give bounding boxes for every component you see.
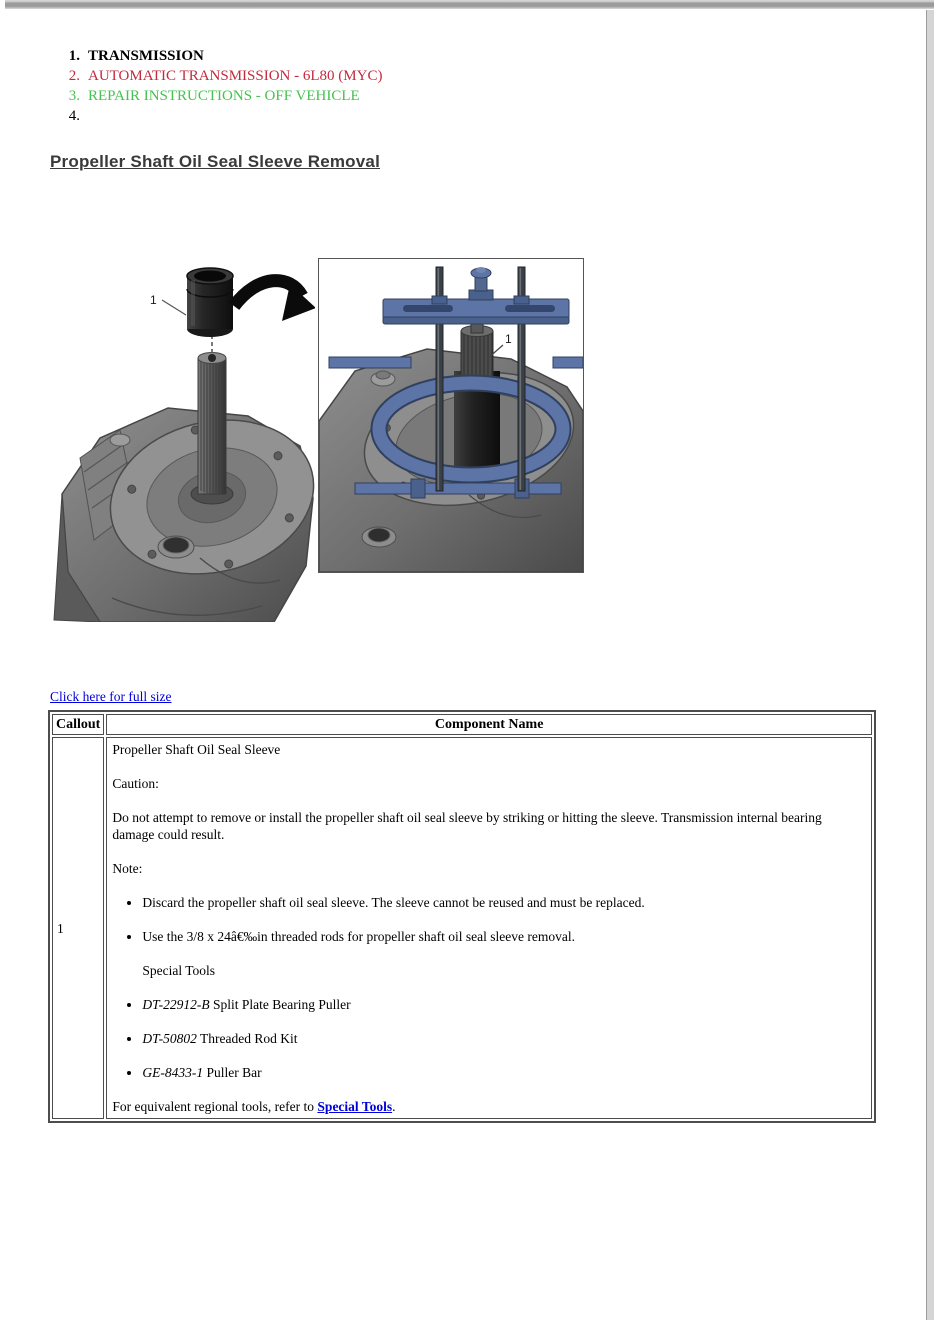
figure-sleeve-removal-image[interactable] xyxy=(50,258,315,622)
puller-tool-illustration xyxy=(319,259,583,572)
special-tools-link[interactable]: Special Tools xyxy=(317,1099,393,1114)
component-name: Propeller Shaft Oil Seal Sleeve xyxy=(112,742,281,757)
breadcrumb-item-transmission xyxy=(64,46,382,66)
table-header-row xyxy=(52,714,872,735)
component-cell xyxy=(106,737,872,1119)
full-size-link[interactable]: Click here for full size xyxy=(50,689,172,704)
footer-text: . xyxy=(392,1099,396,1114)
tool-name: Puller Bar xyxy=(206,1065,262,1080)
breadcrumb-item-automatic-transmission[interactable] xyxy=(64,66,382,86)
regional-tools-footer xyxy=(112,1098,866,1115)
tool-name: Threaded Rod Kit xyxy=(200,1031,298,1046)
transmission-body xyxy=(54,399,315,622)
component-name-column-header: Component Name xyxy=(106,714,872,735)
callout-cell: 1 xyxy=(52,737,104,1119)
table-row xyxy=(52,737,872,1119)
tool-code: DT-22912-B xyxy=(142,997,210,1012)
breadcrumb-item-repair-instructions[interactable] xyxy=(64,86,382,106)
breadcrumb-label: TRANSMISSION xyxy=(88,48,204,64)
callout-1-left xyxy=(150,293,186,315)
breadcrumb-label[interactable]: AUTOMATIC TRANSMISSION - 6L80 (MYC) xyxy=(88,68,383,84)
breadcrumb-number: 2. xyxy=(68,68,80,84)
footer-text: For equivalent regional tools, refer to xyxy=(112,1099,318,1114)
page-right-edge xyxy=(926,10,934,1320)
callout-column-header: Callout xyxy=(52,714,104,735)
breadcrumb-number: 3. xyxy=(68,88,80,104)
callout-table xyxy=(48,710,876,1123)
caution-text: Do not attempt to remove or install the propeller shaft oil seal sleeve by striking or hitting the sleeve. Transmission internal bearing damage could result. xyxy=(112,810,822,842)
breadcrumb-number: 4. xyxy=(68,108,80,124)
special-tool-item xyxy=(142,1064,866,1081)
breadcrumb-number: 1. xyxy=(68,48,80,64)
callout-1-label: 1 xyxy=(505,332,512,346)
tool-code: DT-50802 xyxy=(142,1031,197,1046)
caution-label: Caution: xyxy=(112,776,159,791)
arrow-icon xyxy=(234,281,315,321)
puller-bar xyxy=(383,267,569,324)
tool-code: GE-8433-1 xyxy=(142,1065,204,1080)
note-bullet: • Discard the propeller shaft oil seal sleeve. The sleeve cannot be reused and must be replaced. xyxy=(142,894,866,911)
callout-1-label: 1 xyxy=(150,293,157,307)
breadcrumb xyxy=(64,46,382,126)
note-label: Note: xyxy=(112,861,143,876)
oil-seal-sleeve xyxy=(187,268,233,337)
note-bullet: • Use the 3/8 x 24â€‰in threaded rods for propeller shaft oil seal sleeve removal. xyxy=(142,928,866,945)
breadcrumb-item-4 xyxy=(64,106,382,126)
special-tool-item xyxy=(142,1030,866,1047)
tool-name: Split Plate Bearing Puller xyxy=(212,997,351,1012)
special-tools-list xyxy=(112,996,866,1081)
special-tool-item xyxy=(142,996,866,1013)
special-tools-label: Special Tools xyxy=(142,963,216,978)
note-bullet-list xyxy=(112,894,866,945)
page-title: Propeller Shaft Oil Seal Sleeve Removal xyxy=(50,152,380,172)
figure-puller-tool-image[interactable] xyxy=(318,258,584,573)
breadcrumb-label[interactable]: REPAIR INSTRUCTIONS - OFF VEHICLE xyxy=(88,88,360,104)
page-top-edge xyxy=(5,0,934,9)
transmission-sleeve-illustration xyxy=(50,258,315,622)
